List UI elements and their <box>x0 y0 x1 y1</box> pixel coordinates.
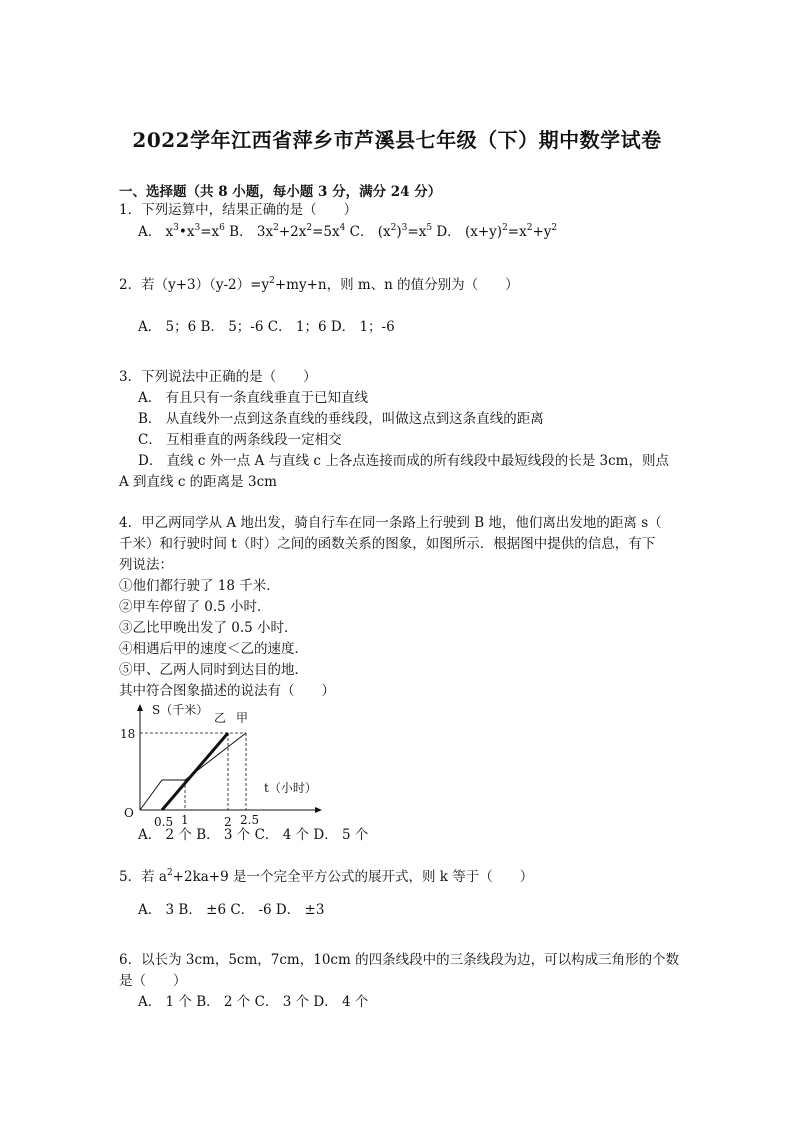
yi-label: 乙 <box>214 711 227 725</box>
question-2-stem: 2．若$(y+3)(y-2)=y^2+my+n$，则 m、n 的值分别为（ ） <box>119 276 519 293</box>
q3-option-d: D． 直线 c 外一点 A 与直线 c 上各点连接而成的所有线段中最短线段的长是 3cm，则点 <box>138 453 669 469</box>
yi-line <box>162 733 228 810</box>
question-4-stem-line3: 列说法： <box>119 557 173 573</box>
question-4-options: A． 2 个 B． 3 个 C． 4 个 D． 5 个 <box>138 827 369 843</box>
question-5-stem: 5．若 $a^2+2ka+9$ 是一个完全平方公式的展开式，则 k 等于（ ） <box>119 868 534 885</box>
question-5-options: A． 3 B． ±6 C． -6 D． ±3 <box>138 902 325 918</box>
exam-title: 2022学年江西省萍乡市芦溪县七年级（下）期中数学试卷 <box>132 128 662 152</box>
x-axis-arrow <box>315 807 322 813</box>
y-axis-label: S（千米） <box>152 703 209 717</box>
q3-option-c: C． 互相垂直的两条线段一定相交 <box>138 432 342 448</box>
origin-label: O <box>124 806 134 820</box>
x-axis-label: t（小时） <box>264 781 317 795</box>
y-axis-arrow <box>137 704 143 711</box>
q1-option-d: D． $(x+y)^2=x^2+y^2$ <box>436 223 558 240</box>
question-3-stem: 3．下列说法中正确的是（ ） <box>119 369 317 385</box>
question-1-stem: 1．下列运算中，结果正确的是（ ） <box>119 202 358 218</box>
x-tick-2-5: 2.5 <box>240 813 260 827</box>
y-tick-18: 18 <box>120 727 136 741</box>
q1-option-c: C． $(x^2)^3=x^5$ <box>349 223 433 240</box>
q4-statement-3: ③乙比甲晚出发了 0.5 小时． <box>119 620 298 636</box>
question-6-options: A． 1 个 B． 2 个 C． 3 个 D． 4 个 <box>138 994 369 1010</box>
q4-statement-1: ①他们都行驶了 18 千米． <box>119 578 280 594</box>
question-1-options <box>138 223 557 241</box>
jia-label: 甲 <box>236 711 249 725</box>
q4-statement-2: ②甲车停留了 0.5 小时． <box>119 599 271 615</box>
q3-option-b: B． 从直线外一点到这条直线的垂线段，叫做这点到这条直线的距离 <box>138 411 544 427</box>
q3-option-a: A． 有且只有一条直线垂直于已知直线 <box>138 390 369 406</box>
question-4-stem-line1: 4．甲乙两同学从 A 地出发，骑自行车在同一条路上行驶到 B 地，他们离出发地的距离 s（ <box>119 515 662 531</box>
x-tick-2: 2 <box>224 815 232 829</box>
q4-statement-4: ④相遇后甲的速度＜乙的速度． <box>119 641 308 657</box>
question-6-stem-line2: 是（ ） <box>119 973 187 989</box>
x-tick-1: 1 <box>181 813 189 827</box>
q4-statement-5: ⑤甲、乙两人同时到达目的地． <box>119 662 308 678</box>
q1-option-b: B． $3x^2+2x^2=5x^4$ <box>229 223 346 240</box>
question-2-options: A． 5；6 B． 5；-6 C． 1；6 D． 1；-6 <box>138 319 395 335</box>
x-tick-0-5: 0.5 <box>154 815 174 829</box>
jia-line <box>140 733 246 810</box>
question-6-stem-line1: 6．以长为 3cm，5cm，7cm，10cm 的四条线段中的三条线段为边，可以构成三角形的个数 <box>119 952 680 968</box>
q3-option-d-cont: A 到直线 c 的距离是 3cm <box>119 474 277 490</box>
distance-time-graph <box>118 700 328 830</box>
section-heading: 一、选择题（共 8 小题，每小题 3 分，满分 24 分） <box>119 184 442 200</box>
question-4-stem-line2: 千米）和行驶时间 t（时）之间的函数关系的图象，如图所示．根据图中提供的信息，有下 <box>119 536 656 552</box>
q4-ask: 其中符合图象描述的说法有（ ） <box>119 683 335 699</box>
q1-option-a: A． $x^3•x^3=x^6$ <box>138 223 225 240</box>
